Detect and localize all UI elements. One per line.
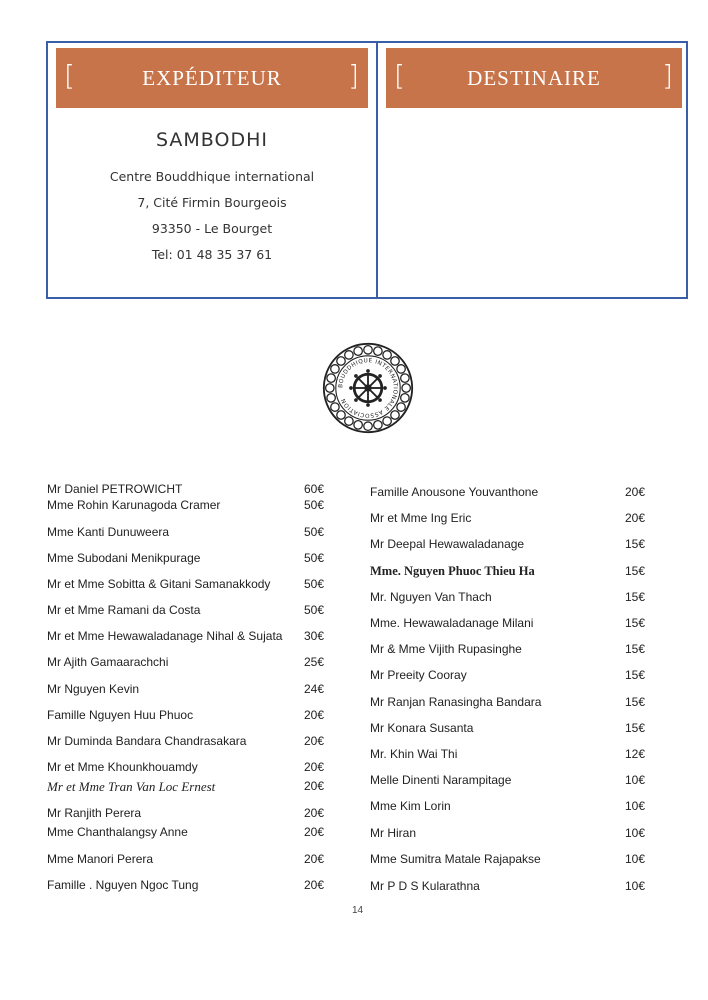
donor-name: Mme Sumitra Matale Rajapakse	[370, 852, 541, 866]
donor-amount: 15€	[625, 564, 646, 578]
recipient-box	[376, 41, 688, 299]
donor-name: Famille Nguyen Huu Phuoc	[47, 708, 194, 722]
donor-row	[47, 852, 334, 868]
donor-name: Mr. Nguyen Van Thach	[370, 590, 492, 604]
donor-amount: 50€	[304, 577, 325, 591]
donor-amount: 10€	[625, 879, 646, 893]
donor-row	[370, 826, 655, 842]
donor-name: Mr Preeity Cooray	[370, 668, 467, 682]
donor-amount: 20€	[304, 852, 325, 866]
donor-row	[47, 760, 334, 776]
donor-name: Mr Duminda Bandara Chandrasakara	[47, 734, 247, 748]
donor-row	[370, 747, 655, 763]
donor-name: Melle Dinenti Narampitage	[370, 773, 512, 787]
donor-row	[47, 708, 334, 724]
donor-name: Mr Ajith Gamaarachchi	[47, 655, 169, 669]
donor-amount: 20€	[304, 806, 325, 820]
sender-header-banner	[56, 48, 368, 108]
donor-name: Mr et Mme Sobitta & Gitani Samanakkody	[47, 577, 271, 591]
donor-name: Mme Kim Lorin	[370, 799, 451, 813]
donor-amount: 15€	[625, 695, 646, 709]
donor-row	[370, 773, 655, 789]
donor-amount: 15€	[625, 721, 646, 735]
donor-amount: 20€	[304, 779, 325, 793]
donor-row	[370, 668, 655, 684]
recipient-header: DESTINAIRE	[467, 65, 601, 90]
donor-row	[370, 879, 655, 895]
donor-row	[370, 799, 655, 815]
donor-row	[47, 655, 334, 671]
donor-row	[370, 642, 655, 658]
donor-name: Mr Deepal Hewawaladanage	[370, 537, 525, 551]
donor-amount: 20€	[304, 760, 325, 774]
donor-name: Mr Ranjan Ranasingha Bandara	[370, 695, 542, 709]
donor-name: Mr et Mme Ramani da Costa	[47, 603, 201, 617]
association-logo	[322, 342, 414, 434]
sender-phone: Tel: 01 48 35 37 61	[151, 247, 273, 262]
donor-amount: 50€	[304, 498, 325, 512]
bracket-right-icon: ]	[662, 59, 674, 92]
donor-row	[47, 878, 334, 894]
donor-name: Mme Kanti Dunuweera	[47, 525, 170, 539]
sender-address-line: 93350 - Le Bourget	[151, 221, 273, 236]
donor-row	[370, 511, 655, 527]
donor-name: Mr Nguyen Kevin	[47, 682, 140, 696]
donor-row	[47, 779, 334, 795]
donor-row	[47, 498, 334, 514]
donor-name: Mme Subodani Menikpurage	[47, 551, 201, 565]
sender-org-name: SAMBODHI	[156, 129, 268, 151]
donor-amount: 24€	[304, 682, 325, 696]
donor-name: Mr & Mme Vijith Rupasinghe	[370, 642, 522, 656]
donor-name: Mme Manori Perera	[47, 852, 154, 866]
donor-row	[370, 537, 655, 553]
donor-row	[370, 590, 655, 606]
donor-name: Mr. Khin Wai Thi	[370, 747, 458, 761]
donor-amount: 50€	[304, 525, 325, 539]
donor-amount: 50€	[304, 603, 325, 617]
donor-row	[47, 577, 334, 593]
page-number: 14	[352, 905, 364, 916]
bracket-left-icon: [	[394, 59, 406, 92]
donor-amount: 10€	[625, 773, 646, 787]
donor-amount: 20€	[625, 485, 646, 499]
recipient-header-banner	[386, 48, 682, 108]
sender-box	[46, 41, 378, 299]
donor-amount: 15€	[625, 537, 646, 551]
donor-name: Famille . Nguyen Ngoc Tung	[47, 878, 199, 892]
logo-ring-text: BOUDDHIQUE INTERNATIONALE ASSOCIATION	[338, 358, 398, 418]
donor-row	[47, 806, 334, 822]
donor-row	[47, 629, 334, 645]
donor-amount: 20€	[304, 825, 325, 839]
donor-name: Mr et Mme Khounkhouamdy	[47, 760, 198, 774]
donor-amount: 20€	[304, 878, 325, 892]
donor-row	[370, 852, 655, 868]
donor-row	[47, 734, 334, 750]
donor-name: Mr et Mme Ing Eric	[370, 511, 472, 525]
dharma-wheel-icon	[349, 369, 387, 407]
donor-amount: 20€	[625, 511, 646, 525]
donor-row	[47, 525, 334, 541]
donor-name: Mr Konara Susanta	[370, 721, 474, 735]
bracket-right-icon: ]	[348, 59, 360, 92]
donor-row	[47, 551, 334, 567]
donor-row	[47, 482, 334, 498]
donor-amount: 12€	[625, 747, 646, 761]
donor-row	[370, 721, 655, 737]
donor-name: Mme. Nguyen Phuoc Thieu Ha	[370, 564, 535, 578]
donor-name: Mr Daniel PETROWICHT	[47, 482, 183, 496]
donor-name: Mme Chanthalangsy Anne	[47, 825, 188, 839]
donor-name: Mr et Mme Tran Van Loc Ernest	[47, 779, 216, 794]
donor-name: Famille Anousone Youvanthone	[370, 485, 539, 499]
donor-amount: 10€	[625, 799, 646, 813]
donor-amount: 20€	[304, 734, 325, 748]
donor-name: Mme Rohin Karunagoda Cramer	[47, 498, 221, 512]
donor-amount: 30€	[304, 629, 325, 643]
donor-row	[370, 485, 655, 501]
donor-name: Mr et Mme Hewawaladanage Nihal & Sujata	[47, 629, 283, 643]
donor-row	[47, 825, 334, 841]
donor-amount: 10€	[625, 852, 646, 866]
donor-amount: 10€	[625, 826, 646, 840]
sender-address-line: 7, Cité Firmin Bourgeois	[137, 195, 287, 210]
donor-name: Mr P D S Kularathna	[370, 879, 480, 893]
donor-amount: 60€	[304, 482, 325, 496]
sender-address-line: Centre Bouddhique international	[109, 169, 315, 184]
bracket-left-icon: [	[64, 59, 76, 92]
donor-amount: 15€	[625, 590, 646, 604]
donor-row	[47, 682, 334, 698]
donor-amount: 20€	[304, 708, 325, 722]
donor-amount: 15€	[625, 642, 646, 656]
donor-row	[47, 603, 334, 619]
donor-name: Mr Ranjith Perera	[47, 806, 142, 820]
donor-row	[370, 695, 655, 711]
donor-amount: 15€	[625, 616, 646, 630]
donor-name: Mme. Hewawaladanage Milani	[370, 616, 534, 630]
donor-row	[370, 564, 655, 580]
sender-header: EXPÉDITEUR	[142, 65, 282, 90]
donor-amount: 50€	[304, 551, 325, 565]
donor-row	[370, 616, 655, 632]
donor-amount: 15€	[625, 668, 646, 682]
donor-name: Mr Hiran	[370, 826, 417, 840]
donor-amount: 25€	[304, 655, 325, 669]
